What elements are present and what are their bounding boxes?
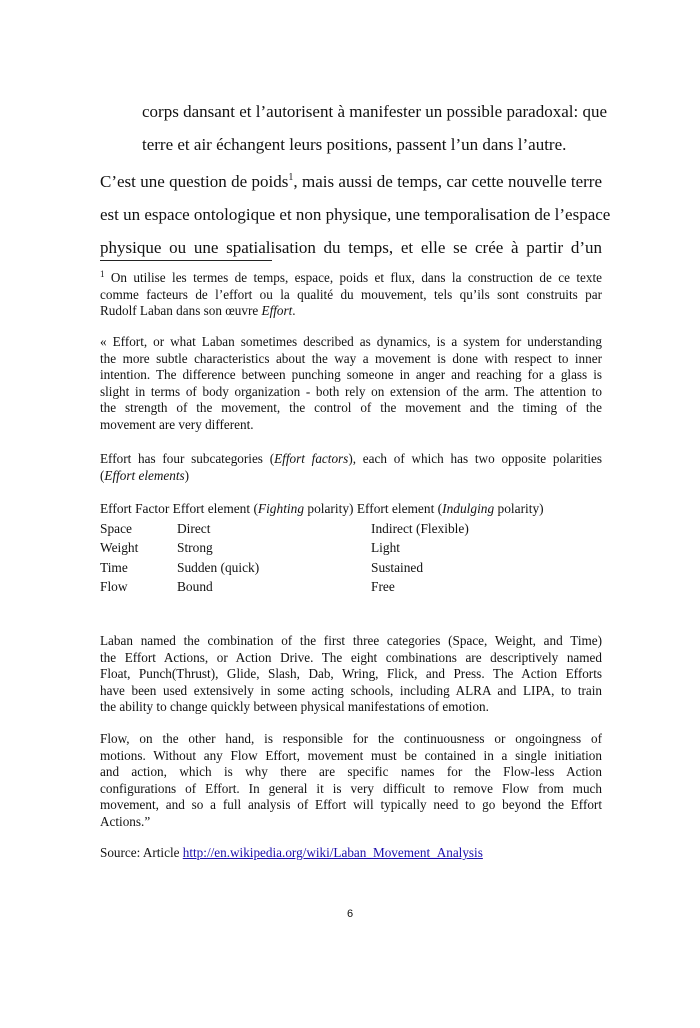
indulging-cell: Free <box>371 579 395 594</box>
footnote-line: Laban named the combination of the first three categories (Space, Weight, and Time) <box>100 633 602 648</box>
fighting-cell: Bound <box>177 579 213 594</box>
footnote-text: Effort has four subcategories ( <box>100 451 275 466</box>
flow-paragraph <box>100 731 602 830</box>
effort-quote <box>100 334 602 433</box>
footnote-line: the strength of the movement, the control of the movement and the timing of the <box>100 400 602 415</box>
footnote-line: the ability to change quickly between physical manifestations of emotion. <box>100 699 489 714</box>
footnote-line: « Effort, or what Laban sometimes described as dynamics, is a system for understanding <box>100 334 602 349</box>
source-link[interactable]: http://en.wikipedia.org/wiki/Laban_Movement_Analysis <box>182 845 483 860</box>
footnote-text: ), each of which has two opposite polarities <box>348 451 602 466</box>
footnote-line: slight in terms of body organization - both rely on extension of the arm. The attention to <box>100 383 602 399</box>
body-line: physique ou une spatialisation du temps, et elle se crée à partir d’un <box>100 238 602 257</box>
footnote-line: the Effort Actions, or Action Drive. The eight combinations are descriptively named <box>100 649 602 665</box>
table-header <box>100 501 602 521</box>
quote-line: corps dansant et l’autorisent à manifester un possible paradoxal: que <box>142 102 607 121</box>
footnote-ref[interactable]: 1 <box>288 172 294 183</box>
body-line <box>100 165 602 198</box>
table-row <box>100 521 602 541</box>
quote-line: terre et air échangent leurs positions, passent l’un dans l’autre. <box>142 135 567 154</box>
footnote-number: 1 <box>100 269 105 279</box>
footnote-text: Rudolf Laban dans son œuvre <box>100 303 262 318</box>
header-text: polarity) <box>494 501 544 516</box>
body-text: , mais aussi de temps, car cette nouvelle terre <box>293 172 602 191</box>
indulging-cell: Light <box>371 540 401 555</box>
page-number: 6 <box>346 908 354 920</box>
footnote-line: Flow, on the other hand, is responsible for the continuousness or ongoingness of <box>100 731 602 746</box>
fighting-cell: Sudden (quick) <box>177 559 260 575</box>
effort-factor-cell: Weight <box>100 540 139 555</box>
italic-term: Effort elements <box>104 467 185 483</box>
table-header-text <box>100 501 544 517</box>
table-row <box>100 579 602 599</box>
footnote-line <box>100 270 602 287</box>
footnote-line: Float, Punch(Thrust), Glide, Slash, Dab, Wring, Flick, and Press. The Action Efforts <box>100 666 602 681</box>
footnote-text: ) <box>184 467 190 483</box>
fighting-cell: Direct <box>177 520 211 536</box>
footnote-line: motions. Without any Flow Effort, movement must be contained in a single initiation <box>100 747 602 763</box>
effort-factor-cell: Flow <box>100 579 128 594</box>
effort-subcategories <box>100 451 602 484</box>
footnote-text: . <box>292 303 296 318</box>
effort-factor-cell: Space <box>100 520 132 536</box>
table-row <box>100 540 602 560</box>
footnote-line: intention. The difference between punching someone in anger and reaching for a glass is <box>100 367 602 382</box>
effort-actions-paragraph <box>100 633 602 716</box>
footnote-line <box>100 451 602 468</box>
body-text: C’est une question de poids <box>100 172 289 191</box>
footnote-line: movement are very different. <box>100 416 254 432</box>
indulging-cell: Indirect (Flexible) <box>371 520 469 536</box>
footnote-line: and action, which is why there are specific names for the Flow-less Action <box>100 764 602 779</box>
source-label: Source: Article <box>100 845 183 860</box>
footnote-line: Actions.” <box>100 813 151 829</box>
header-text: polarity) Effort element ( <box>304 501 443 516</box>
header-italic: Fighting <box>257 501 305 516</box>
header-text: Effort Factor Effort element ( <box>100 501 258 516</box>
footnote-line: configurations of Effort. In general it is very difficult to remove Flow from much <box>100 780 602 796</box>
footnote-line <box>100 468 602 485</box>
footnote-line: movement, and so a full analysis of Effort will typically need to go beyond the Effort <box>100 797 602 812</box>
source-citation <box>100 845 483 861</box>
footnote-line: the more subtle characteristics about the way a movement is done with respect to inner <box>100 350 602 366</box>
fighting-cell: Strong <box>177 540 213 555</box>
footnote-intro <box>100 270 602 320</box>
footnote-text: On utilise les termes de temps, espace, poids et flux, dans la construction de ce texte <box>104 270 602 285</box>
effort-factor-cell: Time <box>100 559 128 575</box>
indented-quote <box>142 95 607 161</box>
body-line: est un espace ontologique et non physique, une temporalisation de l’espace <box>100 205 611 224</box>
header-italic: Indulging <box>442 501 495 516</box>
effort-table <box>100 501 602 599</box>
italic-term: Effort factors <box>274 451 349 466</box>
footnote-separator <box>100 260 272 261</box>
footnote-text: ( <box>100 467 105 483</box>
body-paragraph <box>100 165 611 264</box>
book-title: Effort <box>261 303 293 318</box>
footnote-line: have been used extensively in some acting schools, including ALRA and LIPA, to train <box>100 682 602 698</box>
footnote-line: comme facteurs de l’effort ou la qualité du mouvement, tels qu’ils sont construits par <box>100 286 602 302</box>
footnote-line <box>100 303 602 320</box>
indulging-cell: Sustained <box>371 559 424 575</box>
table-row <box>100 560 602 580</box>
